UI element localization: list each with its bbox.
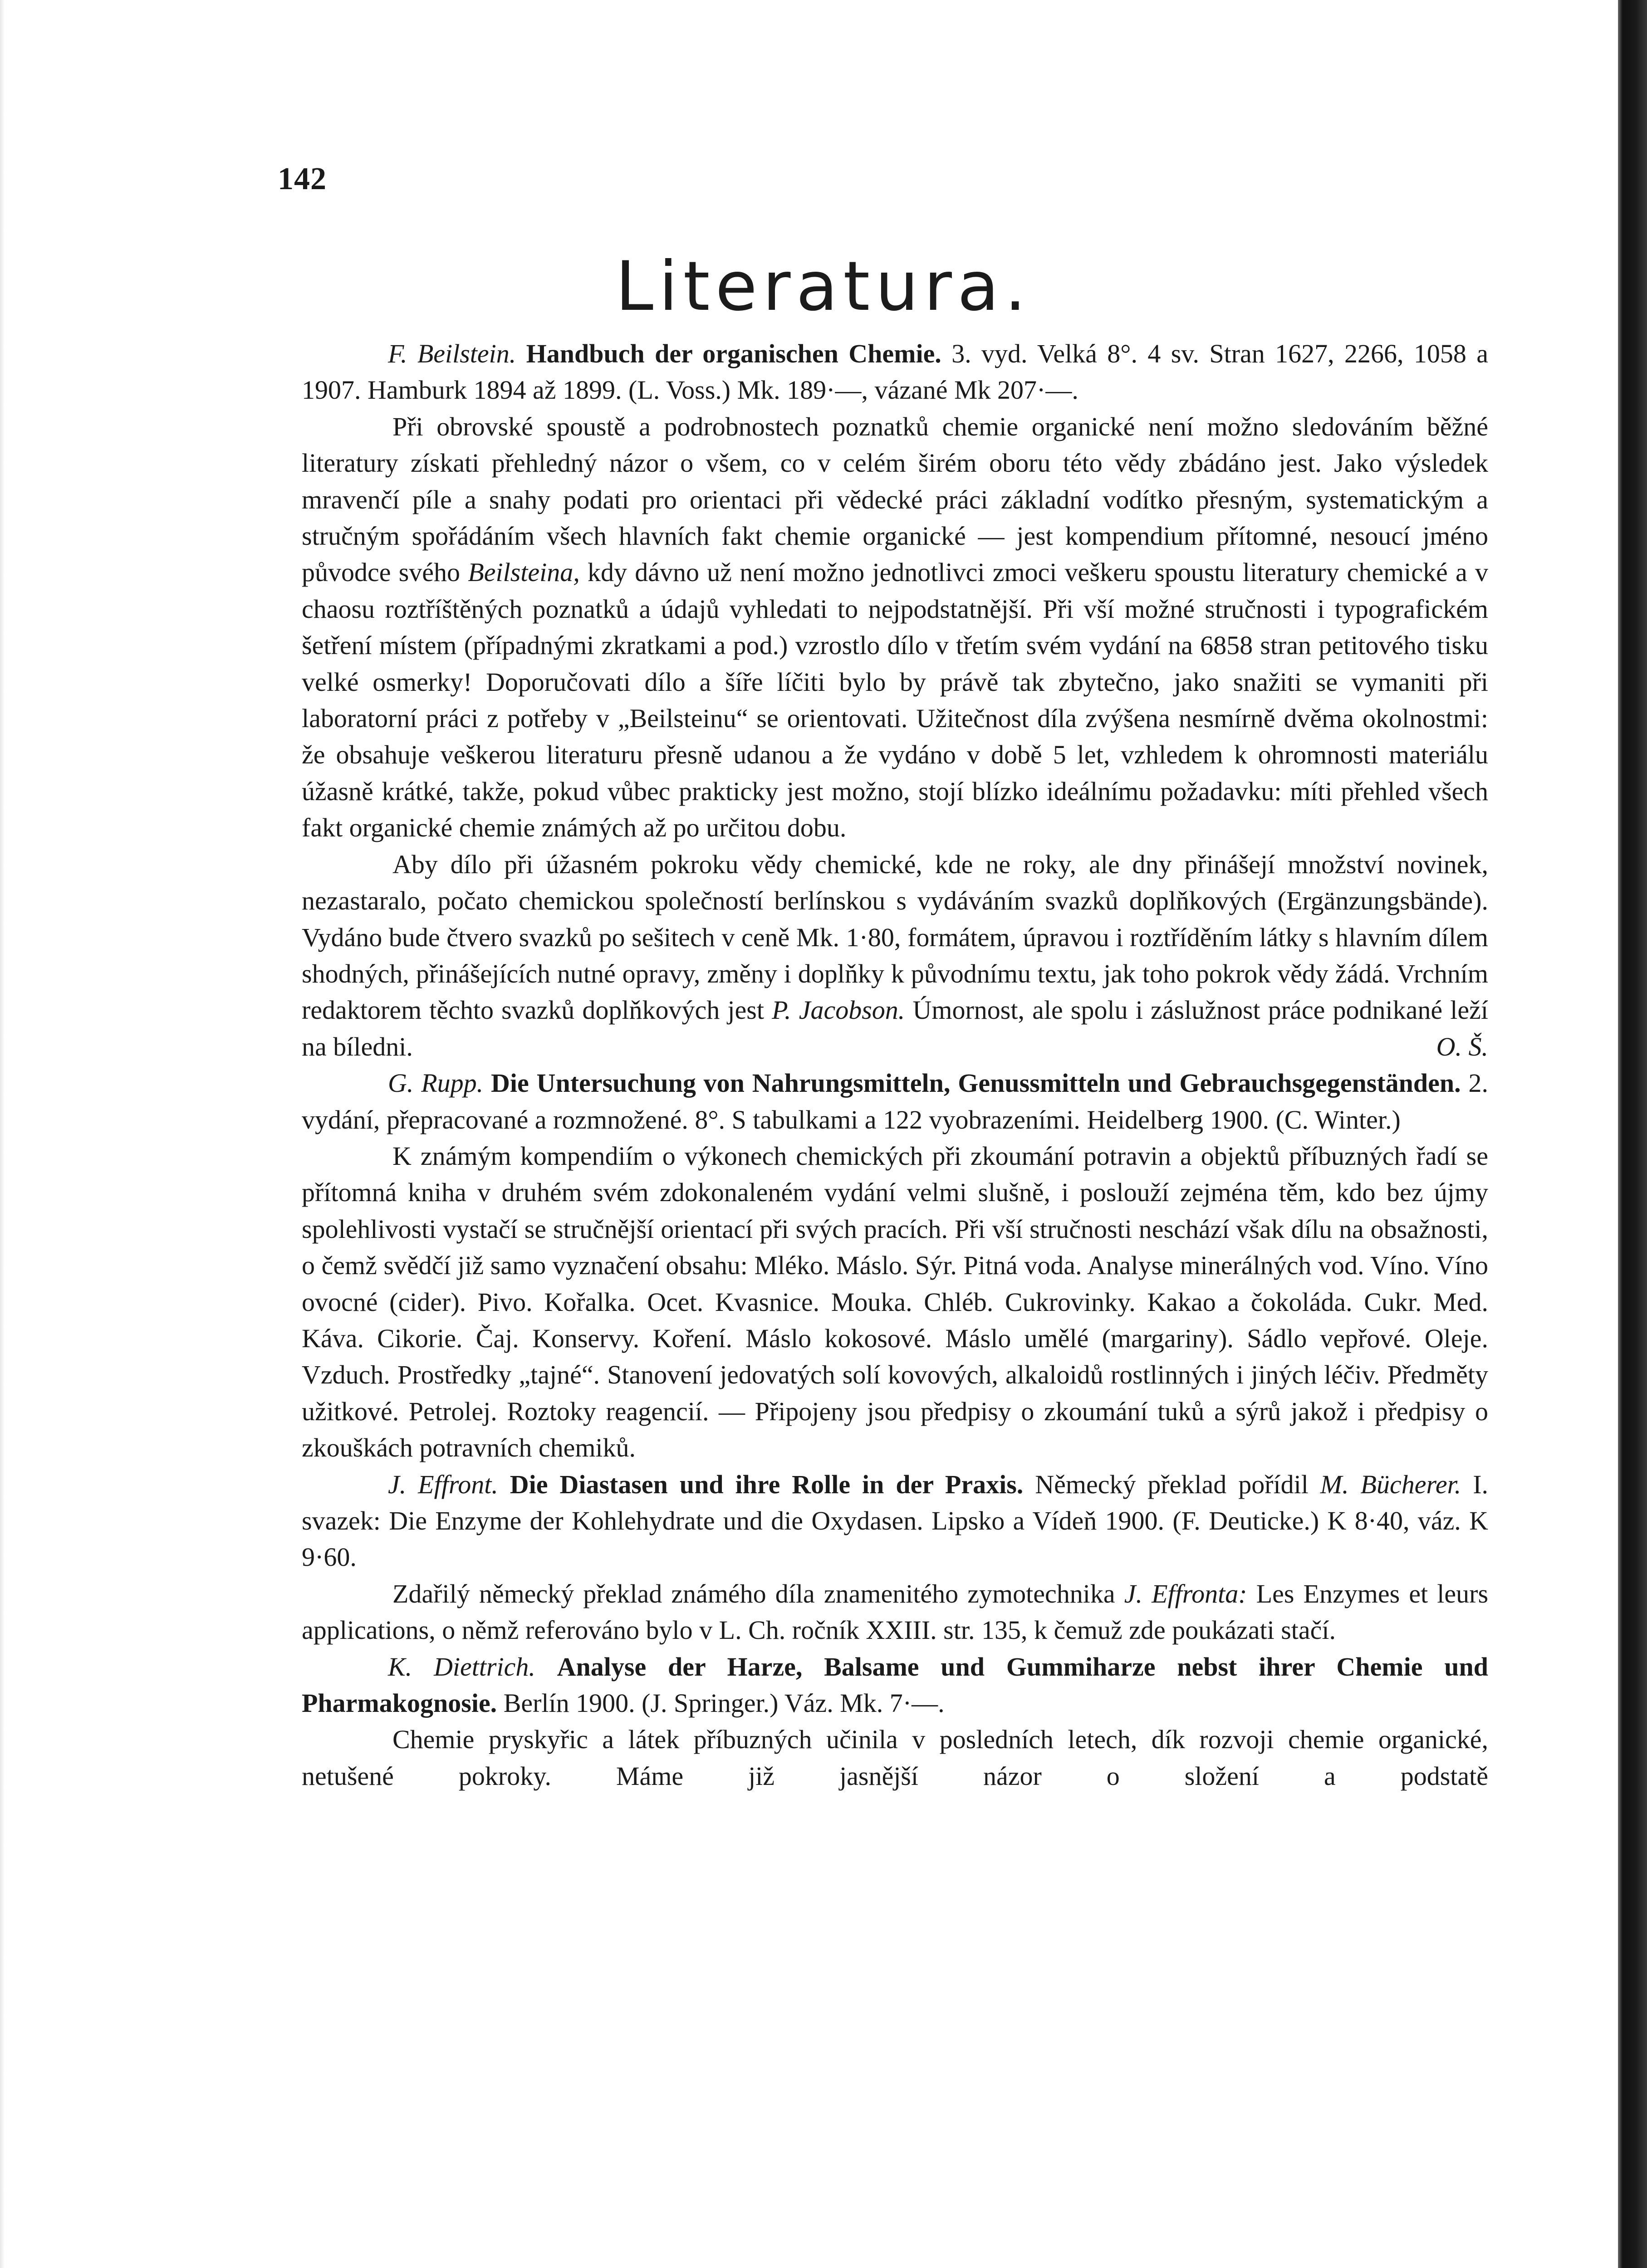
entry-effront <box>302 1466 1488 1576</box>
translator-name: M. Bücherer. <box>1320 1469 1461 1499</box>
entry-details: Berlín 1900. (J. Springer.) Váz. Mk. 7·—. <box>503 1688 945 1718</box>
cited-name: Beilsteina, <box>468 557 580 587</box>
entry-author: J. Effront. <box>388 1469 498 1499</box>
review-text: Úmornost, ale spolu i záslužnost práce podnikané leží na bíledni. <box>302 995 1489 1061</box>
review-text: Při obrovské spoustě a podrobnostech poznatků chemie organické není možno sledováním běžné literatury získati přehledný názor o všem, co v celém širém oboru této vědy zbádáno jest. Jako výsledek mravenčí píle a snahy podati pro orientaci při vědecké práci základní vodítko přesným, systematickým a stručným spořádáním všech hlavních fakt chemie organické — jest kompendium přítomné, nesoucí jméno původce svého <box>302 411 1488 587</box>
scan-left-edge <box>0 0 5 2268</box>
entry-title: Handbuch der organischen Chemie. <box>526 339 941 368</box>
entry-author: G. Rupp. <box>388 1068 484 1098</box>
review-paragraph <box>302 409 1488 846</box>
entry-rupp <box>302 1065 1488 1138</box>
scan-right-edge <box>1618 0 1647 2268</box>
page-number: 142 <box>278 161 327 196</box>
entry-details: Německý překlad pořídil <box>1035 1469 1309 1499</box>
review-text: Chemie pryskyřic a látek příbuzných učinila v posledních letech, dík rozvoji chemie organické, netušené pokroky. Máme již jasnější názor o složení a podstatě <box>302 1725 1488 1791</box>
review-paragraph <box>302 1576 1488 1649</box>
review-text: kdy dávno už není možno jednotlivci zmoci veškeru spoustu literatury chemické a v chaosu roztříštěných poznatků a údajů vyhledati to nejpodstatnější. Při vší možné stručnosti i typografickém šetření místem (případnými zkratkami a pod.) vzrostlo dílo v třetím svém vydání na 6858 stran petitového tisku velké osmerky! Doporučovati dílo a šíře líčiti bylo by právě tak zbytečno, jako snažiti se vymaniti při laboratorní práci z potřeby v „Beilsteinu“ se orientovati. Užitečnost díla zvýšena nesmírně dvěma okolnostmi: že obsahuje veškerou literaturu přesně udanou a že vydáno v době 5 let, vzhledem k ohromnosti materiálu úžasně krátké, takže, pokud vůbec prakticky jest možno, stojí blízko ideálnímu požadavku: míti přehled všech fakt organické chemie známých až po určitou dobu. <box>302 557 1489 843</box>
entry-title: Die Untersuchung von Nahrungsmitteln, Genussmitteln und Gebrauchsgegenständen. <box>490 1068 1461 1098</box>
entry-author: K. Diettrich. <box>388 1652 535 1681</box>
section-heading: Literatura. <box>615 247 1032 326</box>
entry-details: 3. vyd. Velká 8°. 4 sv. Stran 1627, 2266, 1058 a 1907. Hamburk 1894 až 1899. (L. Voss.) Mk. 189·—, vázané Mk 207·—. <box>302 339 1489 405</box>
review-paragraph <box>302 1138 1488 1466</box>
entry-details: I. svazek: Die Enzyme der Kohlehydrate und die Oxydasen. Lipsko a Vídeň 1900. (F. Deuticke.) K 8·40, váz. K 9·60. <box>302 1469 1489 1572</box>
cited-name: J. Effronta: <box>1124 1579 1247 1608</box>
entry-author: F. Beilstein. <box>388 339 516 368</box>
reviewer-signature: O. Š. <box>1436 1031 1488 1061</box>
review-paragraph <box>302 1721 1488 1794</box>
review-paragraph <box>302 846 1488 1065</box>
entry-diettrich <box>302 1649 1488 1722</box>
review-text: K známým kompendiím o výkonech chemických při zkoumání potravin a objektů příbuzných řadí se přítomná kniha v druhém svém zdokonaleném vydání velmi slušně, i poslouží zejména těm, kdo bez újmy spolehlivosti vystačí se stručnější orientací při svých pracích. Při vší stručnosti neschází však dílu na obsažnosti, o čemž svědčí již samo vyznačení obsahu: Mléko. Máslo. Sýr. Pitná voda. Analyse minerálných vod. Víno. Víno ovocné (cider). Pivo. Kořalka. Ocet. Kvasnice. Mouka. Chléb. Cukrovinky. Kakao a čokoláda. Cukr. Med. Káva. Cikorie. Čaj. Konservy. Koření. Máslo kokosové. Máslo umělé (margariny). Sádlo vepřové. Oleje. Vzduch. Prostředky „tajné“. Stanovení jedovatých solí kovových, alkaloidů rostlinných i jiných léčiv. Předměty užitkové. Petrolej. Roztoky reagencií. — Připojeny jsou předpisy o zkoumání tuků a sýrů jakož i předpisy o zkouškách potravních chemiků. <box>302 1141 1488 1463</box>
entry-title: Analyse der Harze, Balsame und Gummiharze nebst ihrer Chemie und Pharmakognosie. <box>302 1652 1489 1718</box>
review-text: Les Enzymes et leurs applications, o němž referováno bylo v L. Ch. ročník XXIII. str. 135, k čemuž zde poukázati stačí. <box>302 1579 1489 1645</box>
review-text: Aby dílo při úžasném pokroku vědy chemické, kde ne roky, ale dny přinášejí množství novinek, nezastaralo, počato chemickou společností berlínskou s vydáváním svazků doplňkových (Ergänzungsbände). Vydáno bude čtvero svazků po sešitech v ceně Mk. 1·80, formátem, úpravou i roztříděním látky s hlavním dílem shodných, přinášejících nutné opravy, změny i doplňky k původnímu textu, jak toho pokrok vědy žádá. Vrchním redaktorem těchto svazků doplňkových jest <box>302 849 1488 1025</box>
literature-content <box>302 336 1488 1794</box>
review-text: Zdařilý německý překlad známého díla znamenitého zymotechnika <box>392 1579 1115 1608</box>
entry-title: Die Diastasen und ihre Rolle in der Praxis. <box>510 1469 1024 1499</box>
cited-name: P. Jacobson. <box>772 995 905 1025</box>
entry-beilstein <box>302 336 1488 409</box>
entry-details: 2. vydání, přepracované a rozmnožené. 8°. S tabulkami a 122 vyobrazeními. Heidelberg 1900. (C. Winter.) <box>302 1068 1488 1134</box>
